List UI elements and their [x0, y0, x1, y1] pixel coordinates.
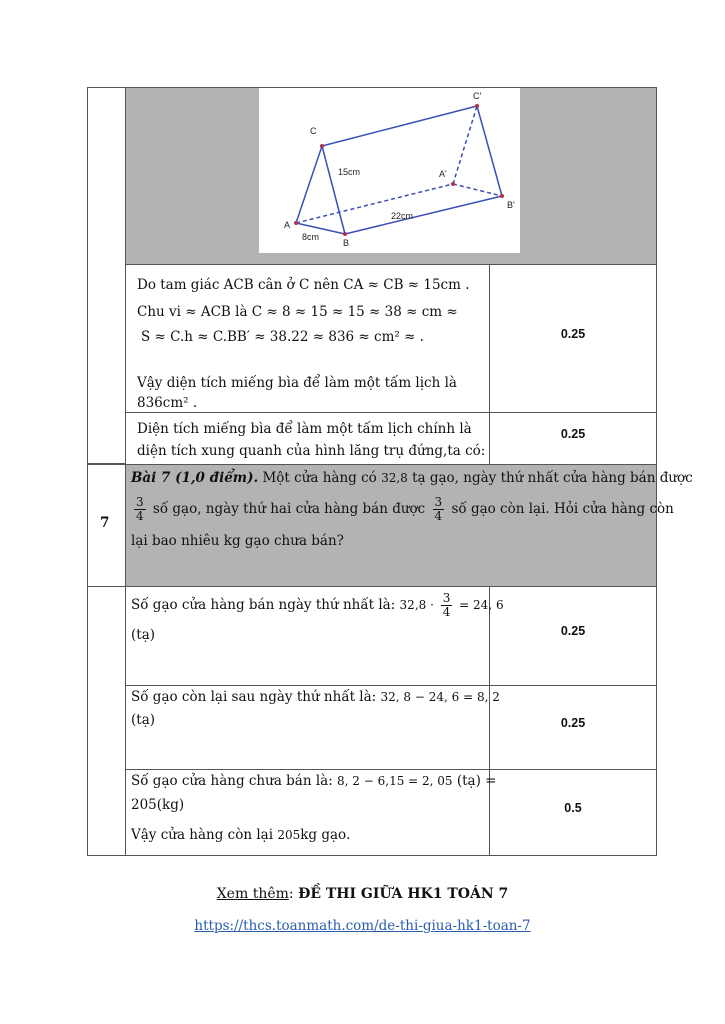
- step3-line-3: Vậy cửa hàng còn lại 205kg gạo.: [131, 827, 351, 843]
- step2-unit: (tạ): [131, 712, 156, 728]
- problem-line-2: $\frac{3}{4}$ số gạo, ngày thứ hai cửa hàng bán được $\frac{3}{4}$ số gạo còn lại. Hỏi cửa hàng còn: [136, 495, 674, 523]
- table-num-col-top: [87, 87, 126, 464]
- footer-see-more: Xem thêm: ĐỀ THI GIỮA HK1 TOÁN 7: [216, 886, 509, 902]
- step1-line-1: Số gạo cửa hàng bán ngày thứ nhất là: 32,8 · $\frac{3}{4}$ = 24, 6: [131, 591, 504, 619]
- label-c: C: [310, 126, 317, 136]
- label-a: A: [284, 220, 291, 230]
- prism-figure: [259, 88, 520, 253]
- step2-line-1: Số gạo còn lại sau ngày thứ nhất là: 32, 8 − 24, 6 = 8, 2: [131, 689, 500, 705]
- footer-link-wrap: [0, 918, 725, 934]
- solution-line-4: Vậy diện tích miếng bìa để làm một tấm lịch là: [137, 375, 457, 391]
- solution-line-3: S ≈ C.h ≈ C.BB′ ≈ 38.22 ≈ 836 ≈ cm² ≈ .: [141, 329, 424, 345]
- solution-score: 0.25: [560, 327, 586, 341]
- label-b-prime: B': [507, 200, 515, 210]
- problem-number: 7: [100, 515, 110, 531]
- solution-line-5: 836cm² .: [137, 395, 198, 411]
- footer-link[interactable]: https://thcs.toanmath.com/de-thi-giua-hk1-toan-7: [194, 918, 531, 934]
- intro-line-1: Diện tích miếng bìa để làm một tấm lịch chính là: [137, 421, 472, 437]
- intro-score: 0.25: [560, 427, 586, 441]
- dim-length: 22cm: [391, 211, 414, 221]
- problem-line-1: Bài 7 (1,0 điểm). Một cửa hàng có 32,8 tạ gạo, ngày thứ nhất cửa hàng bán được: [131, 470, 693, 486]
- step3-line-2: 205(kg): [131, 797, 185, 813]
- label-c-prime: C': [473, 91, 482, 101]
- problem-line-3: lại bao nhiêu kg gạo chưa bán?: [131, 533, 344, 549]
- intro-line-2: diện tích xung quanh của hình lăng trụ đứng,ta có:: [137, 443, 486, 459]
- footer-title: ĐỀ THI GIỮA HK1 TOÁN 7: [298, 886, 509, 902]
- label-a-prime: A': [439, 169, 447, 179]
- step1-unit: (tạ): [131, 627, 156, 643]
- step1-score: 0.25: [560, 624, 586, 638]
- solution-line-2: Chu vi ≈ ACB là C ≈ 8 ≈ 15 ≈ 15 ≈ 38 ≈ cm ≈: [137, 304, 458, 320]
- problem-title: Bài 7 (1,0 điểm).: [131, 470, 259, 486]
- solution-line-1: Do tam giác ACB cân ở C nên CA ≈ CB ≈ 15cm .: [137, 277, 470, 293]
- step3-score: 0.5: [564, 801, 582, 815]
- steps-num-col: [87, 586, 126, 856]
- step2-score: 0.25: [560, 716, 586, 730]
- dim-base: 8cm: [302, 232, 320, 242]
- dim-height: 15cm: [338, 167, 361, 177]
- label-b: B: [343, 238, 350, 248]
- step3-line-1: Số gạo cửa hàng chưa bán là: 8, 2 − 6,15 = 2, 05 (tạ) =: [131, 773, 497, 789]
